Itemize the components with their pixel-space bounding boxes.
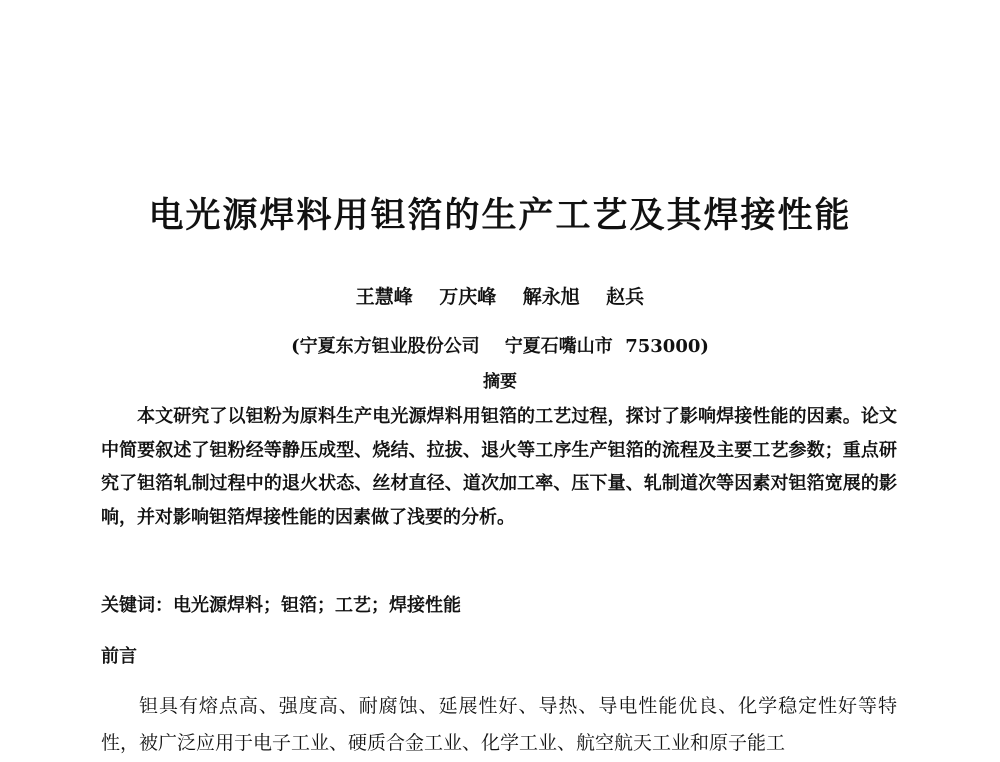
section-heading-introduction: 前言 bbox=[101, 646, 137, 667]
introduction-paragraph: 钽具有熔点高、强度高、耐腐蚀、延展性好、导热、导电性能优良、化学稳定性好等特性，被广泛应用于电子工业、硬质合金工业、化学工业、航空航天工业和原子能工 bbox=[101, 695, 897, 754]
abstract-text: 本文研究了以钽粉为原料生产电光源焊料用钽箔的工艺过程，探讨了影响焊接性能的因素。论文中简要叙述了钽粉经等静压成型、烧结、拉拔、退火等工序生产钽箔的流程及主要工艺参数；重点研究了钽箔轧制过程中的退火状态、丝材直径、道次加工率、压下量、轧制道次等因素对钽箔宽展的影响，并对影响钽箔焊接性能的因素做了浅要的分析。 bbox=[101, 406, 897, 528]
author-list: 王慧峰 万庆峰 解永旭 赵兵 bbox=[355, 286, 645, 308]
keywords-line bbox=[101, 591, 897, 621]
affiliation: (宁夏东方钽业股份公司 宁夏石嘴山市 753000) bbox=[291, 336, 709, 357]
paper-title: 电光源焊料用钽箔的生产工艺及其焊接性能 bbox=[148, 195, 852, 236]
abstract-heading: 摘要 bbox=[483, 372, 517, 392]
keywords-label: 关键词： bbox=[101, 595, 173, 616]
keywords-text: 电光源焊料；钽箔；工艺；焊接性能 bbox=[173, 595, 461, 616]
